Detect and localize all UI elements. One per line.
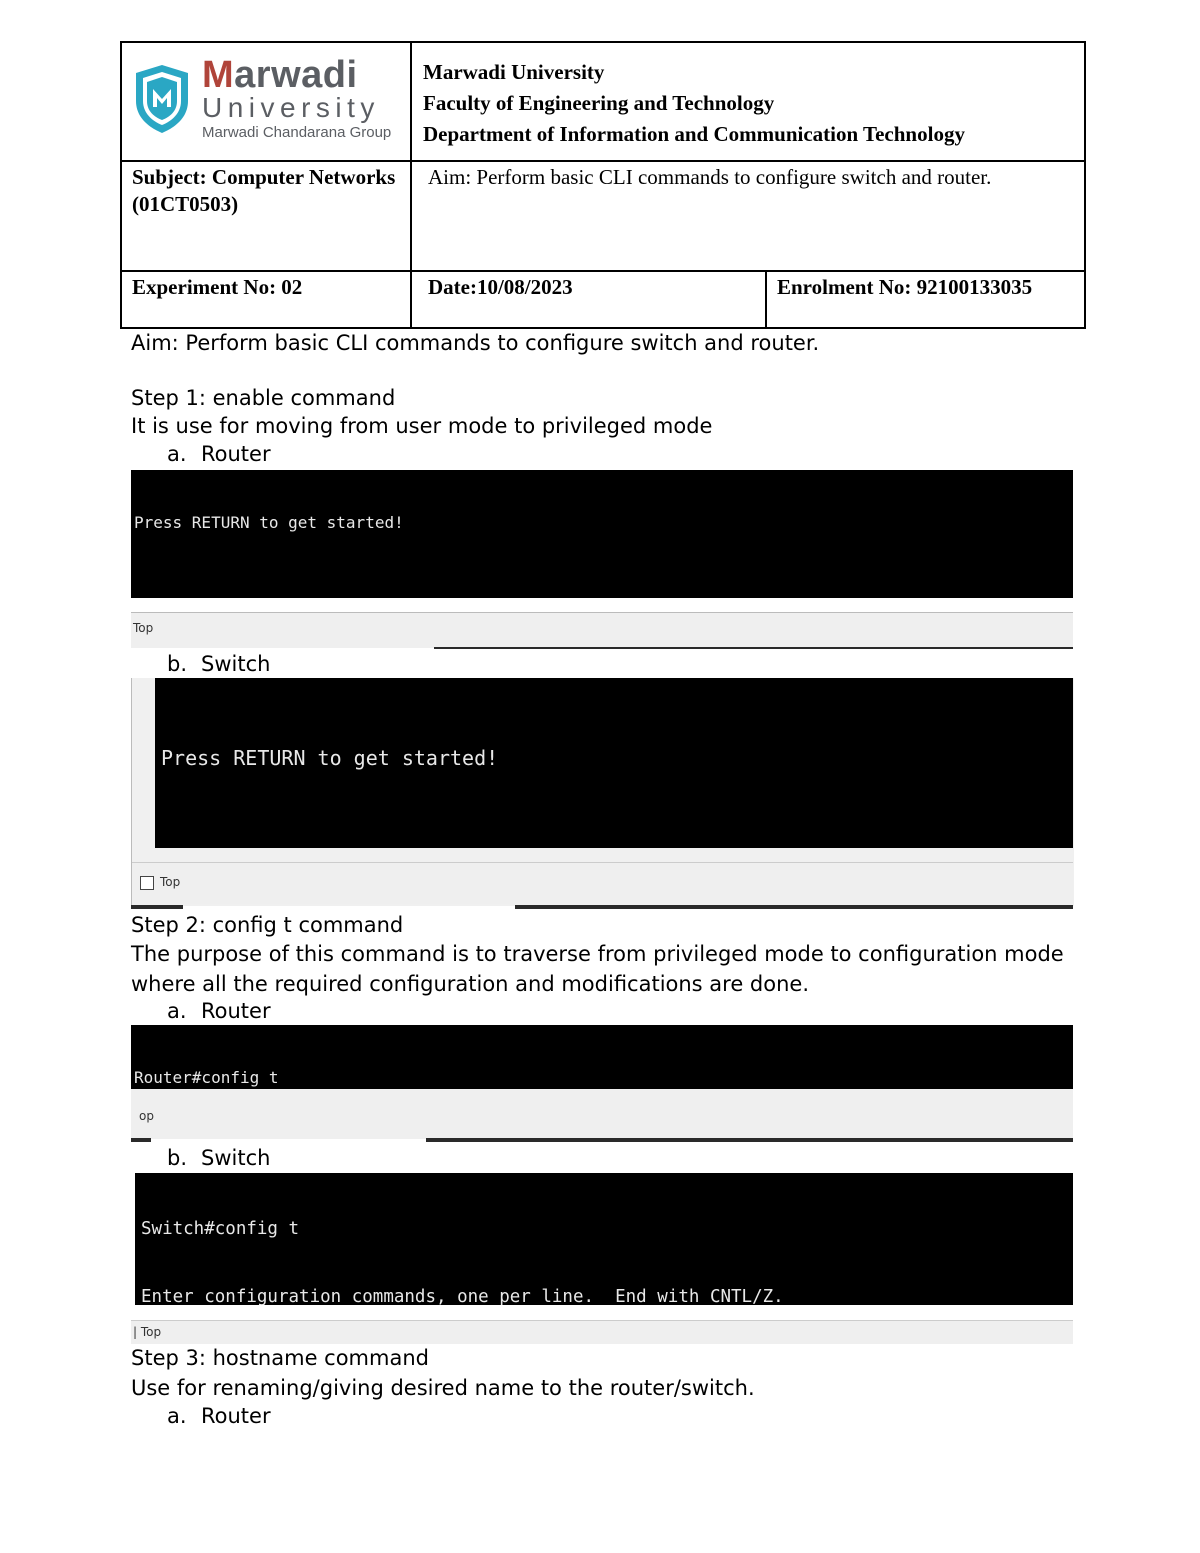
divider	[131, 1138, 151, 1142]
department-name: Department of Information and Communication Technology	[423, 122, 965, 146]
university-logo	[130, 47, 402, 151]
switch-top-label: | Top	[133, 1325, 162, 1339]
aim-cell: Aim: Perform basic CLI commands to configure switch and router.	[411, 161, 1085, 271]
step2-title: Step 2: config t command	[131, 913, 404, 937]
logo-cell	[121, 42, 411, 161]
step2-router-item: a. Router	[167, 999, 271, 1023]
divider	[434, 647, 1073, 649]
institution-cell	[411, 42, 1085, 161]
step3-description: Use for renaming/giving desired name to the router/switch.	[131, 1376, 755, 1400]
divider	[515, 905, 1073, 909]
shield-logo-icon	[132, 63, 192, 135]
enrolment-number: Enrolment No: 92100133035	[766, 271, 1085, 328]
router-top-label: Top	[133, 621, 154, 635]
logo-group: Marwadi Chandarana Group	[202, 124, 392, 141]
step3-router-item: a. Router	[167, 1404, 271, 1428]
step1-switch-terminal: Press RETURN to get started!	[155, 678, 1073, 848]
router-top-label: op	[139, 1109, 154, 1123]
step2-switch-scroll-bar	[131, 1320, 1073, 1344]
top-checkbox[interactable]	[140, 876, 154, 890]
step1-title: Step 1: enable command	[131, 386, 396, 410]
step1-switch-scroll-bar	[132, 862, 1073, 904]
experiment-number: Experiment No: 02	[121, 271, 411, 328]
step2-router-terminal: Router#config t	[131, 1025, 1073, 1089]
subject-cell: Subject: Computer Networks (01CT0503)	[121, 161, 411, 271]
logo-university: University	[202, 92, 380, 123]
divider	[131, 905, 183, 909]
date: Date:10/08/2023	[411, 271, 766, 328]
header-table	[120, 41, 1086, 329]
institution-name: Marwadi University	[423, 60, 605, 84]
step1-switch-item: b. Switch	[167, 652, 271, 676]
faculty-name: Faculty of Engineering and Technology	[423, 91, 775, 115]
step3-title: Step 3: hostname command	[131, 1346, 429, 1370]
step1-description: It is use for moving from user mode to privileged mode	[131, 414, 713, 438]
logo-wordmark: Marwadi	[202, 54, 358, 96]
step1-router-terminal: Press RETURN to get started!	[131, 470, 1073, 598]
aim-text: Aim: Perform basic CLI commands to configure switch and router.	[131, 331, 820, 355]
step1-router-item: a. Router	[167, 442, 271, 466]
divider	[426, 1138, 1073, 1142]
step2-switch-item: b. Switch	[167, 1146, 271, 1170]
step2-switch-terminal: Switch#config t Enter configuration commands, one per line. End with CNTL/Z.	[135, 1173, 1073, 1305]
step1-router-scroll-bar	[131, 612, 1073, 648]
step2-description: The purpose of this command is to traverse from privileged mode to configuration mode where all the required configuration and modifications are done.	[131, 942, 1064, 996]
step2-router-scroll-bar	[131, 1089, 1073, 1139]
switch-top-label: Top	[160, 875, 181, 889]
